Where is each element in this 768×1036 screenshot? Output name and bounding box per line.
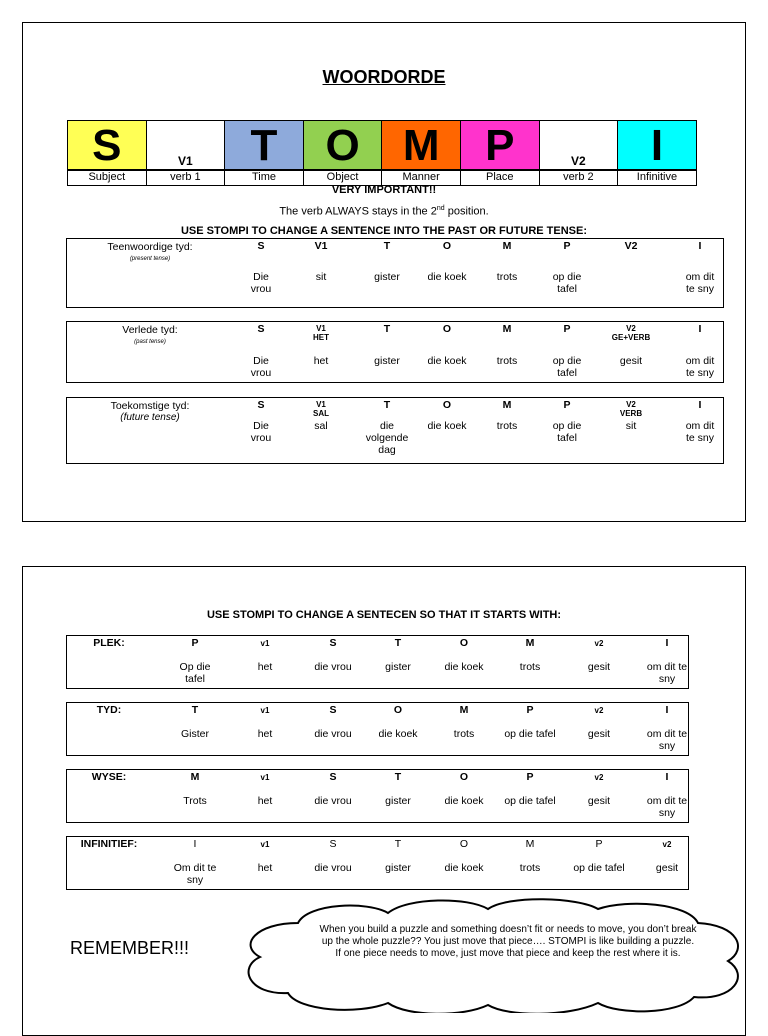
table-cell: gesit: [587, 728, 611, 740]
column-header: v1: [260, 639, 270, 648]
tense-heading: USE STOMPI TO CHANGE A SENTENCE INTO THE PAST OR FUTURE TENSE:: [180, 225, 588, 237]
column-header: M: [502, 323, 512, 335]
stompi-box-p: [460, 120, 540, 183]
column-header: S: [257, 240, 265, 252]
column-header: V2: [624, 240, 638, 252]
stompi-color-bar: [67, 120, 704, 184]
table-cell: om dit te sny: [685, 355, 715, 379]
table-cell: die koek: [427, 271, 467, 283]
tense-note: (future tense): [120, 412, 180, 423]
stompi-verb-marker: V1: [178, 154, 193, 168]
stompi-letter: S: [92, 121, 122, 170]
column-header: P: [526, 771, 534, 783]
future-tense-table: [66, 397, 724, 464]
column-header: M: [190, 771, 200, 783]
stompi-label: Infinitive: [617, 170, 697, 186]
column-header: O: [459, 637, 469, 649]
stompi-label: verb 1: [146, 170, 226, 186]
table-cell: Die vrou: [250, 420, 272, 444]
stompi-letter: O: [325, 121, 360, 170]
column-header: O: [459, 838, 469, 850]
column-header: M: [502, 240, 512, 252]
table-cell: op die tafel: [504, 728, 556, 740]
table-cell: om dit te sny: [685, 420, 715, 444]
table-cell: die koek: [427, 420, 467, 432]
table-cell: gesit: [655, 862, 679, 874]
column-header: T: [394, 838, 402, 850]
stompi-box-v1: [146, 120, 226, 183]
column-header: S: [329, 637, 337, 649]
column-header: v2: [594, 706, 604, 715]
column-header: I: [698, 240, 702, 252]
table-cell: sal: [314, 420, 328, 432]
past-tense-table: [66, 321, 724, 383]
table-cell: het: [257, 862, 273, 874]
table-cell: gesit: [587, 795, 611, 807]
stompi-box-m: [381, 120, 461, 183]
column-header: M: [525, 637, 535, 649]
table-cell: gister: [385, 795, 411, 807]
table-cell: gister: [385, 862, 411, 874]
column-header: v2: [662, 840, 672, 849]
table-cell: Die vrou: [250, 355, 272, 379]
table-cell: die vrou: [314, 728, 352, 740]
table-cell: die volgende dag: [365, 420, 409, 456]
table-cell: gister: [374, 271, 400, 283]
table-cell: het: [257, 795, 273, 807]
row-label: PLEK:: [93, 637, 125, 649]
column-header: T: [394, 637, 402, 649]
table-cell: trots: [519, 661, 541, 673]
column-header: v2: [594, 639, 604, 648]
column-header: S: [329, 704, 337, 716]
starts-with-table-wyse: [66, 769, 689, 823]
verb-rule: The verb ALWAYS stays in the 2nd position.: [279, 205, 489, 218]
table-cell: om dit te sny: [685, 271, 715, 295]
table-cell: gesit: [619, 355, 643, 367]
column-header-extra: SAL: [313, 409, 329, 418]
column-header: S: [329, 771, 337, 783]
table-cell: gister: [374, 355, 400, 367]
column-header: S: [257, 399, 265, 411]
table-cell: trots: [496, 420, 518, 432]
column-header: S: [329, 838, 337, 850]
tense-note: (present tense): [129, 256, 171, 262]
table-cell: Trots: [183, 795, 207, 807]
column-header: v2: [594, 773, 604, 782]
table-cell: op die tafel: [552, 420, 582, 444]
column-header: S: [257, 323, 265, 335]
stompi-label: Time: [224, 170, 304, 186]
column-header: P: [191, 637, 199, 649]
table-cell: op die tafel: [552, 271, 582, 295]
starts-with-table-plek: [66, 635, 689, 689]
table-cell: die koek: [378, 728, 418, 740]
tense-label: Teenwoordige tyd: (present tense): [72, 241, 228, 265]
table-cell: gister: [385, 661, 411, 673]
column-header: I: [665, 637, 669, 649]
table-cell: trots: [519, 862, 541, 874]
table-cell: die koek: [427, 355, 467, 367]
starts-with-table-tyd: [66, 702, 689, 756]
stompi-box-t: [224, 120, 304, 183]
table-cell: die koek: [444, 795, 484, 807]
table-cell: het: [257, 728, 273, 740]
table-cell: om dit te sny: [646, 728, 688, 752]
row-label: WYSE:: [91, 771, 127, 783]
column-header: O: [442, 399, 452, 411]
table-cell: die vrou: [314, 862, 352, 874]
stompi-letter: I: [650, 121, 664, 170]
table-cell: sit: [625, 420, 637, 432]
column-header-extra: GE+VERB: [611, 333, 651, 342]
stompi-label: Object: [303, 170, 383, 186]
column-header: O: [442, 240, 452, 252]
column-header: P: [595, 838, 603, 850]
column-header: T: [383, 399, 391, 411]
column-header: P: [563, 399, 571, 411]
column-header: I: [665, 771, 669, 783]
stompi-panel: [22, 22, 746, 522]
table-cell: trots: [496, 355, 518, 367]
row-label: TYD:: [96, 704, 122, 716]
stompi-verb-marker: V2: [571, 154, 586, 168]
table-cell: die koek: [444, 862, 484, 874]
column-header: V2 GE+VERB: [599, 324, 663, 342]
table-cell: die vrou: [314, 795, 352, 807]
table-cell: het: [257, 661, 273, 673]
table-cell: trots: [453, 728, 475, 740]
table-cell: sit: [315, 271, 327, 283]
column-header: T: [191, 704, 199, 716]
column-header: v1: [260, 773, 270, 782]
column-header: v1: [260, 706, 270, 715]
column-header: I: [698, 323, 702, 335]
column-header: V2 VERB: [599, 400, 663, 418]
column-header: T: [383, 240, 391, 252]
column-header: O: [393, 704, 403, 716]
column-header: P: [526, 704, 534, 716]
table-cell: die vrou: [314, 661, 352, 673]
stompi-box-v2: [539, 120, 619, 183]
present-tense-table: [66, 238, 724, 308]
very-important-note: VERY IMPORTANT!!: [331, 184, 437, 196]
stompi-label: Subject: [67, 170, 147, 186]
column-header: M: [502, 399, 512, 411]
tense-label: Toekomstige tyd: (future tense): [72, 400, 228, 424]
stompi-box-i: [617, 120, 697, 183]
column-header: T: [394, 771, 402, 783]
page-title: WOORDORDE: [322, 67, 446, 87]
table-cell: op die tafel: [552, 355, 582, 379]
starts-with-heading: USE STOMPI TO CHANGE A SENTECEN SO THAT IT STARTS WITH:: [206, 609, 562, 621]
table-cell: Die vrou: [250, 271, 272, 295]
stompi-label: Manner: [381, 170, 461, 186]
tense-note: (past tense): [134, 339, 166, 345]
column-header-extra: HET: [313, 333, 329, 342]
column-header: O: [442, 323, 452, 335]
column-header: I: [665, 704, 669, 716]
stompi-box-o: [303, 120, 383, 183]
stompi-label: Place: [460, 170, 540, 186]
table-cell: die koek: [444, 661, 484, 673]
row-label: INFINITIEF:: [80, 838, 138, 850]
remember-text: REMEMBER!!!: [70, 938, 190, 958]
column-header: V1 HET: [289, 324, 353, 342]
stompi-label: verb 2: [539, 170, 619, 186]
stompi-letter: T: [250, 121, 278, 170]
table-cell: Gister: [180, 728, 209, 740]
column-header: v1: [260, 840, 270, 849]
column-header: V1: [314, 240, 328, 252]
table-cell: op die tafel: [573, 862, 625, 874]
column-header-extra: VERB: [619, 409, 643, 418]
table-cell: trots: [496, 271, 518, 283]
table-cell: om dit te sny: [646, 795, 688, 819]
column-header: P: [563, 240, 571, 252]
tense-label: Verlede tyd: (past tense): [72, 324, 228, 348]
table-cell: om dit te sny: [646, 661, 688, 685]
column-header: P: [563, 323, 571, 335]
table-cell: op die tafel: [504, 795, 556, 807]
table-cell: gesit: [587, 661, 611, 673]
column-header: O: [459, 771, 469, 783]
stompi-letter: M: [402, 121, 440, 170]
stompi-letter: P: [485, 121, 515, 170]
column-header: M: [459, 704, 469, 716]
stompi-box-s: [67, 120, 147, 183]
column-header: I: [193, 838, 197, 850]
table-cell: het: [313, 355, 329, 367]
table-cell: Op die tafel: [179, 661, 211, 685]
table-cell: Om dit te sny: [173, 862, 217, 886]
cloud-message: When you build a puzzle and something doesn’t fit or needs to move, you don’t break up the whole puzzle?? You just move that piece…. STOMPI is like building a puzzle. If one piece needs to move, just move that piece and keep the rest where it is.: [319, 924, 697, 959]
starts-with-table-infinitief: [66, 836, 689, 890]
column-header: T: [383, 323, 391, 335]
column-header: V1 SAL: [289, 400, 353, 418]
column-header: I: [698, 399, 702, 411]
column-header: M: [525, 838, 535, 850]
